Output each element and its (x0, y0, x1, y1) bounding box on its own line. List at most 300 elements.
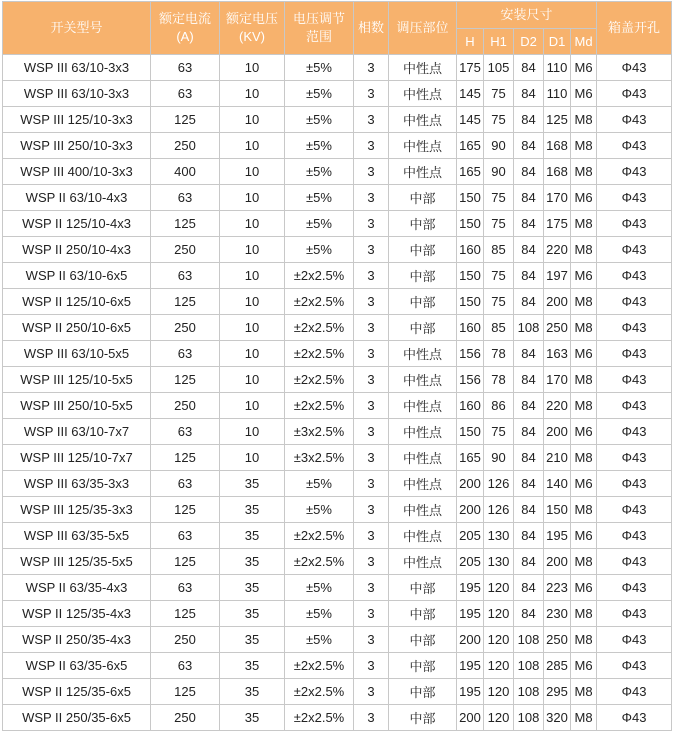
cell-d1: 170 (544, 185, 571, 211)
cell-hole: Φ43 (597, 237, 672, 263)
cell-hole: Φ43 (597, 107, 672, 133)
cell-md: M6 (571, 81, 597, 107)
cell-md: M6 (571, 471, 597, 497)
cell-phases: 3 (354, 705, 389, 731)
cell-phases: 3 (354, 211, 389, 237)
table-row (3, 419, 672, 445)
cell-d1: 220 (544, 237, 571, 263)
table-row (3, 497, 672, 523)
cell-h1: 120 (484, 679, 514, 705)
header-range-top: 电压调节 (292, 11, 345, 26)
cell-h: 200 (457, 497, 484, 523)
table-body (3, 55, 672, 731)
cell-voltage: 35 (220, 653, 285, 679)
cell-hole: Φ43 (597, 315, 672, 341)
cell-phases: 3 (354, 159, 389, 185)
cell-md: M8 (571, 445, 597, 471)
cell-current: 125 (151, 445, 220, 471)
cell-h: 150 (457, 419, 484, 445)
cell-md: M8 (571, 679, 597, 705)
table-row (3, 393, 672, 419)
cell-md: M6 (571, 55, 597, 81)
cell-hole: Φ43 (597, 705, 672, 731)
cell-d2: 84 (514, 55, 544, 81)
cell-h: 145 (457, 81, 484, 107)
cell-md: M8 (571, 367, 597, 393)
cell-range: ±5% (285, 133, 354, 159)
cell-current: 63 (151, 575, 220, 601)
cell-voltage: 10 (220, 159, 285, 185)
cell-h: 160 (457, 393, 484, 419)
header-voltage (220, 2, 285, 55)
cell-h1: 120 (484, 601, 514, 627)
cell-current: 400 (151, 159, 220, 185)
table-row (3, 575, 672, 601)
header-voltage-bottom: (KV) (239, 29, 265, 44)
cell-position: 中部 (389, 237, 457, 263)
table-row (3, 55, 672, 81)
cell-range: ±2x2.5% (285, 263, 354, 289)
cell-model: WSP II 125/10-4x3 (3, 211, 151, 237)
cell-current: 63 (151, 471, 220, 497)
cell-voltage: 10 (220, 341, 285, 367)
table-row (3, 263, 672, 289)
table-row (3, 185, 672, 211)
cell-h: 165 (457, 159, 484, 185)
cell-d2: 84 (514, 263, 544, 289)
cell-md: M6 (571, 653, 597, 679)
table-row (3, 679, 672, 705)
cell-range: ±2x2.5% (285, 315, 354, 341)
cell-d1: 250 (544, 315, 571, 341)
switch-spec-table (2, 1, 672, 731)
cell-d1: 195 (544, 523, 571, 549)
header-install-d2: D2 (514, 29, 544, 55)
cell-range: ±2x2.5% (285, 341, 354, 367)
table-header (3, 2, 672, 55)
cell-d2: 84 (514, 471, 544, 497)
cell-position: 中部 (389, 679, 457, 705)
cell-position: 中部 (389, 601, 457, 627)
cell-md: M8 (571, 601, 597, 627)
cell-current: 250 (151, 237, 220, 263)
cell-d1: 285 (544, 653, 571, 679)
cell-d2: 84 (514, 523, 544, 549)
cell-phases: 3 (354, 185, 389, 211)
cell-voltage: 10 (220, 237, 285, 263)
cell-md: M6 (571, 341, 597, 367)
cell-phases: 3 (354, 679, 389, 705)
table-row (3, 159, 672, 185)
cell-md: M8 (571, 159, 597, 185)
cell-d2: 84 (514, 107, 544, 133)
cell-phases: 3 (354, 133, 389, 159)
table-row (3, 107, 672, 133)
cell-h1: 75 (484, 263, 514, 289)
cell-position: 中性点 (389, 523, 457, 549)
cell-md: M8 (571, 237, 597, 263)
cell-d2: 108 (514, 653, 544, 679)
header-install: 安装尺寸 (457, 2, 597, 29)
cell-position: 中部 (389, 315, 457, 341)
cell-md: M8 (571, 289, 597, 315)
cell-voltage: 35 (220, 627, 285, 653)
cell-hole: Φ43 (597, 133, 672, 159)
cell-current: 63 (151, 653, 220, 679)
cell-h1: 126 (484, 497, 514, 523)
table-row (3, 471, 672, 497)
cell-hole: Φ43 (597, 679, 672, 705)
cell-d1: 170 (544, 367, 571, 393)
cell-range: ±2x2.5% (285, 549, 354, 575)
cell-h1: 90 (484, 133, 514, 159)
cell-h: 205 (457, 549, 484, 575)
table-row (3, 211, 672, 237)
cell-d2: 84 (514, 211, 544, 237)
cell-current: 250 (151, 627, 220, 653)
cell-range: ±5% (285, 159, 354, 185)
header-install-d1: D1 (544, 29, 571, 55)
cell-position: 中性点 (389, 341, 457, 367)
cell-current: 125 (151, 211, 220, 237)
cell-phases: 3 (354, 653, 389, 679)
cell-h1: 85 (484, 237, 514, 263)
cell-model: WSP III 63/10-7x7 (3, 419, 151, 445)
cell-model: WSP II 125/35-6x5 (3, 679, 151, 705)
cell-h1: 120 (484, 705, 514, 731)
table-row (3, 367, 672, 393)
cell-position: 中部 (389, 185, 457, 211)
cell-model: WSP III 125/35-5x5 (3, 549, 151, 575)
cell-phases: 3 (354, 367, 389, 393)
cell-phases: 3 (354, 237, 389, 263)
cell-d1: 200 (544, 289, 571, 315)
cell-md: M8 (571, 211, 597, 237)
cell-md: M8 (571, 627, 597, 653)
cell-current: 63 (151, 185, 220, 211)
cell-phases: 3 (354, 575, 389, 601)
cell-position: 中性点 (389, 497, 457, 523)
cell-h1: 75 (484, 419, 514, 445)
cell-d2: 84 (514, 185, 544, 211)
cell-model: WSP III 250/10-5x5 (3, 393, 151, 419)
cell-d1: 210 (544, 445, 571, 471)
cell-d2: 108 (514, 627, 544, 653)
cell-current: 125 (151, 679, 220, 705)
cell-phases: 3 (354, 341, 389, 367)
cell-hole: Φ43 (597, 445, 672, 471)
cell-hole: Φ43 (597, 549, 672, 575)
cell-range: ±2x2.5% (285, 367, 354, 393)
cell-voltage: 10 (220, 367, 285, 393)
cell-voltage: 10 (220, 185, 285, 211)
cell-range: ±5% (285, 185, 354, 211)
cell-phases: 3 (354, 289, 389, 315)
cell-voltage: 10 (220, 211, 285, 237)
cell-hole: Φ43 (597, 627, 672, 653)
cell-h1: 75 (484, 81, 514, 107)
cell-voltage: 10 (220, 445, 285, 471)
cell-md: M8 (571, 705, 597, 731)
cell-h1: 90 (484, 445, 514, 471)
cell-hole: Φ43 (597, 497, 672, 523)
table-row (3, 601, 672, 627)
cell-range: ±5% (285, 107, 354, 133)
cell-h: 200 (457, 627, 484, 653)
table-row (3, 627, 672, 653)
cell-current: 63 (151, 341, 220, 367)
cell-model: WSP II 250/10-4x3 (3, 237, 151, 263)
table-row (3, 315, 672, 341)
cell-position: 中部 (389, 211, 457, 237)
cell-model: WSP III 125/10-5x5 (3, 367, 151, 393)
cell-h: 150 (457, 211, 484, 237)
cell-phases: 3 (354, 315, 389, 341)
cell-voltage: 10 (220, 107, 285, 133)
cell-current: 125 (151, 107, 220, 133)
cell-position: 中性点 (389, 107, 457, 133)
cell-range: ±5% (285, 575, 354, 601)
cell-md: M8 (571, 393, 597, 419)
cell-current: 125 (151, 497, 220, 523)
cell-d2: 84 (514, 419, 544, 445)
cell-d1: 197 (544, 263, 571, 289)
cell-hole: Φ43 (597, 367, 672, 393)
cell-hole: Φ43 (597, 211, 672, 237)
cell-d2: 84 (514, 133, 544, 159)
cell-h1: 120 (484, 627, 514, 653)
cell-range: ±5% (285, 211, 354, 237)
cell-model: WSP III 63/10-5x5 (3, 341, 151, 367)
cell-position: 中性点 (389, 367, 457, 393)
cell-position: 中性点 (389, 471, 457, 497)
cell-h: 195 (457, 575, 484, 601)
cell-range: ±3x2.5% (285, 445, 354, 471)
cell-hole: Φ43 (597, 393, 672, 419)
cell-d1: 230 (544, 601, 571, 627)
cell-position: 中部 (389, 575, 457, 601)
cell-position: 中性点 (389, 549, 457, 575)
cell-d2: 84 (514, 237, 544, 263)
cell-model: WSP II 63/35-6x5 (3, 653, 151, 679)
cell-h1: 75 (484, 289, 514, 315)
cell-position: 中性点 (389, 419, 457, 445)
cell-phases: 3 (354, 627, 389, 653)
cell-phases: 3 (354, 419, 389, 445)
cell-d2: 108 (514, 705, 544, 731)
cell-d1: 125 (544, 107, 571, 133)
cell-h1: 105 (484, 55, 514, 81)
cell-position: 中部 (389, 289, 457, 315)
cell-model: WSP III 63/10-3x3 (3, 81, 151, 107)
cell-md: M8 (571, 497, 597, 523)
header-hole: 箱盖开孔 (597, 2, 672, 55)
cell-range: ±2x2.5% (285, 679, 354, 705)
cell-voltage: 10 (220, 55, 285, 81)
cell-md: M6 (571, 523, 597, 549)
cell-d1: 110 (544, 55, 571, 81)
cell-voltage: 35 (220, 471, 285, 497)
cell-h1: 75 (484, 107, 514, 133)
table-row (3, 549, 672, 575)
header-voltage-top: 额定电压 (225, 11, 278, 26)
cell-d1: 110 (544, 81, 571, 107)
cell-d2: 84 (514, 367, 544, 393)
cell-h: 165 (457, 445, 484, 471)
header-current-bottom: (A) (176, 29, 194, 44)
cell-position: 中性点 (389, 445, 457, 471)
cell-position: 中部 (389, 263, 457, 289)
cell-md: M6 (571, 575, 597, 601)
cell-h1: 86 (484, 393, 514, 419)
cell-model: WSP II 250/35-4x3 (3, 627, 151, 653)
cell-hole: Φ43 (597, 523, 672, 549)
cell-phases: 3 (354, 263, 389, 289)
cell-current: 63 (151, 263, 220, 289)
cell-position: 中性点 (389, 55, 457, 81)
cell-phases: 3 (354, 107, 389, 133)
cell-voltage: 35 (220, 523, 285, 549)
cell-d2: 84 (514, 289, 544, 315)
cell-position: 中性点 (389, 159, 457, 185)
cell-voltage: 35 (220, 549, 285, 575)
cell-h1: 75 (484, 211, 514, 237)
cell-voltage: 10 (220, 315, 285, 341)
cell-voltage: 10 (220, 263, 285, 289)
cell-md: M6 (571, 263, 597, 289)
table-row (3, 237, 672, 263)
cell-position: 中部 (389, 705, 457, 731)
cell-range: ±2x2.5% (285, 523, 354, 549)
cell-h1: 78 (484, 341, 514, 367)
cell-voltage: 10 (220, 393, 285, 419)
header-install-h1: H1 (484, 29, 514, 55)
cell-d1: 295 (544, 679, 571, 705)
cell-model: WSP II 125/10-6x5 (3, 289, 151, 315)
cell-current: 250 (151, 315, 220, 341)
cell-position: 中性点 (389, 81, 457, 107)
cell-model: WSP II 63/35-4x3 (3, 575, 151, 601)
cell-h: 160 (457, 237, 484, 263)
cell-h1: 75 (484, 185, 514, 211)
cell-md: M8 (571, 133, 597, 159)
cell-h: 200 (457, 705, 484, 731)
cell-model: WSP II 250/35-6x5 (3, 705, 151, 731)
cell-model: WSP III 63/35-5x5 (3, 523, 151, 549)
cell-d2: 84 (514, 393, 544, 419)
cell-voltage: 35 (220, 497, 285, 523)
cell-h: 156 (457, 367, 484, 393)
cell-d1: 200 (544, 419, 571, 445)
cell-hole: Φ43 (597, 575, 672, 601)
cell-d1: 140 (544, 471, 571, 497)
cell-voltage: 10 (220, 419, 285, 445)
table-row (3, 289, 672, 315)
cell-d1: 168 (544, 159, 571, 185)
cell-h1: 130 (484, 523, 514, 549)
table-row (3, 341, 672, 367)
cell-range: ±5% (285, 627, 354, 653)
cell-current: 250 (151, 705, 220, 731)
cell-phases: 3 (354, 55, 389, 81)
cell-h1: 130 (484, 549, 514, 575)
cell-hole: Φ43 (597, 55, 672, 81)
cell-phases: 3 (354, 81, 389, 107)
header-current (151, 2, 220, 55)
table-row (3, 653, 672, 679)
cell-range: ±5% (285, 497, 354, 523)
cell-current: 125 (151, 289, 220, 315)
cell-model: WSP III 125/35-3x3 (3, 497, 151, 523)
cell-md: M8 (571, 549, 597, 575)
cell-h: 150 (457, 263, 484, 289)
cell-voltage: 10 (220, 289, 285, 315)
table-row (3, 445, 672, 471)
cell-d2: 108 (514, 679, 544, 705)
cell-voltage: 35 (220, 601, 285, 627)
cell-hole: Φ43 (597, 81, 672, 107)
cell-current: 125 (151, 601, 220, 627)
cell-range: ±5% (285, 471, 354, 497)
cell-d2: 84 (514, 549, 544, 575)
cell-phases: 3 (354, 445, 389, 471)
cell-d2: 84 (514, 601, 544, 627)
cell-md: M6 (571, 185, 597, 211)
cell-d2: 84 (514, 575, 544, 601)
table-row (3, 81, 672, 107)
cell-voltage: 10 (220, 133, 285, 159)
cell-phases: 3 (354, 601, 389, 627)
cell-range: ±2x2.5% (285, 705, 354, 731)
cell-model: WSP II 63/10-4x3 (3, 185, 151, 211)
cell-d2: 84 (514, 81, 544, 107)
header-range (285, 2, 354, 55)
cell-phases: 3 (354, 549, 389, 575)
cell-d2: 84 (514, 445, 544, 471)
cell-d2: 84 (514, 497, 544, 523)
cell-model: WSP III 125/10-3x3 (3, 107, 151, 133)
cell-hole: Φ43 (597, 185, 672, 211)
cell-model: WSP III 63/10-3x3 (3, 55, 151, 81)
cell-h1: 126 (484, 471, 514, 497)
cell-h: 200 (457, 471, 484, 497)
cell-md: M6 (571, 419, 597, 445)
cell-h: 156 (457, 341, 484, 367)
cell-range: ±2x2.5% (285, 653, 354, 679)
cell-h: 195 (457, 601, 484, 627)
header-position: 调压部位 (389, 2, 457, 55)
header-install-h: H (457, 29, 484, 55)
cell-h: 195 (457, 679, 484, 705)
cell-current: 63 (151, 81, 220, 107)
header-phases: 相数 (354, 2, 389, 55)
cell-h1: 90 (484, 159, 514, 185)
header-model: 开关型号 (3, 2, 151, 55)
cell-voltage: 35 (220, 575, 285, 601)
cell-d1: 175 (544, 211, 571, 237)
cell-d1: 150 (544, 497, 571, 523)
cell-d1: 163 (544, 341, 571, 367)
cell-d1: 223 (544, 575, 571, 601)
cell-position: 中部 (389, 627, 457, 653)
cell-h: 150 (457, 185, 484, 211)
cell-d1: 220 (544, 393, 571, 419)
cell-range: ±5% (285, 81, 354, 107)
cell-d1: 200 (544, 549, 571, 575)
cell-voltage: 35 (220, 705, 285, 731)
cell-phases: 3 (354, 523, 389, 549)
cell-d2: 84 (514, 159, 544, 185)
